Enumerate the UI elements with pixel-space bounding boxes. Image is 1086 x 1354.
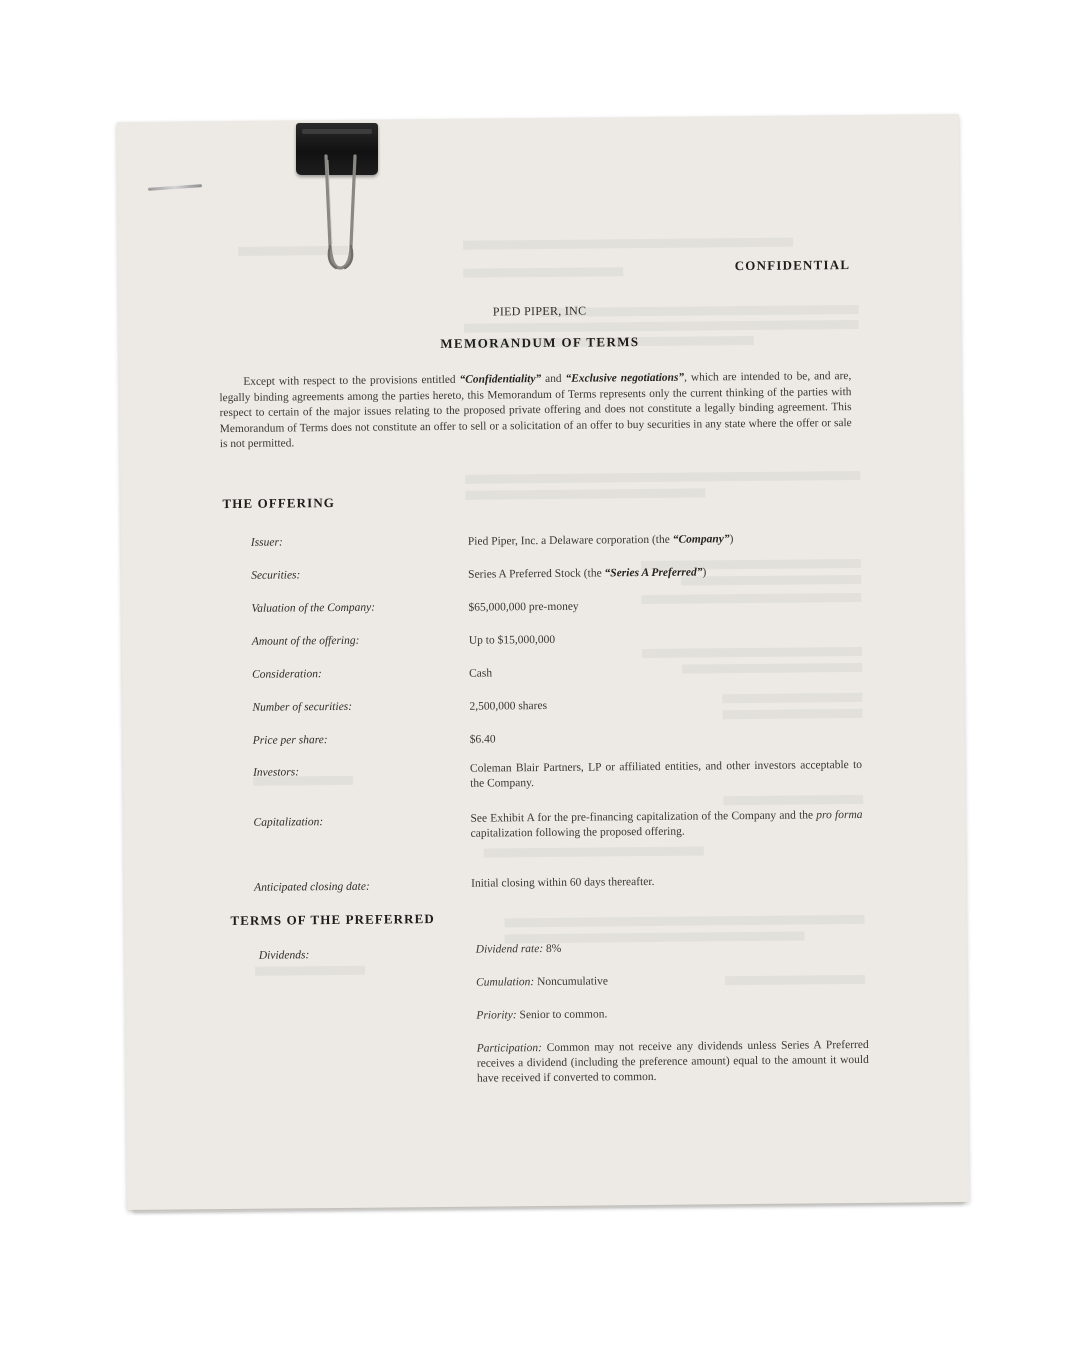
row-label-issuer: Issuer: bbox=[250, 536, 283, 549]
row-value-investors: Coleman Blair Partners, LP or affiliated entities, and other investors acceptable to the Company. bbox=[469, 758, 863, 790]
row-label-dividends: Dividends: bbox=[258, 949, 310, 962]
dividend-rate bbox=[476, 939, 868, 958]
dividend-priority bbox=[476, 1005, 868, 1024]
value-text: ) bbox=[729, 533, 734, 546]
row-label-securities: Securities: bbox=[251, 569, 301, 582]
value-text: ) bbox=[702, 566, 707, 579]
dividend-participation bbox=[477, 1038, 869, 1087]
company-name: PIED PIPER, INC bbox=[492, 303, 587, 319]
row-label-amount: Amount of the offering: bbox=[251, 634, 360, 648]
dividend-term-text: Senior to common. bbox=[516, 1008, 608, 1022]
row-value-closing-date: Initial closing within 60 days thereafter. bbox=[471, 875, 655, 890]
row-value-amount: Up to $15,000,000 bbox=[468, 633, 556, 647]
value-defined-term: “Series A Preferred” bbox=[604, 566, 703, 580]
dividend-term-text: 8% bbox=[543, 942, 562, 956]
value-text: See Exhibit A for the pre-financing capitalization of the Company and the bbox=[470, 809, 817, 825]
page-title: MEMORANDUM OF TERMS bbox=[440, 334, 640, 351]
value-defined-term: “Company” bbox=[672, 533, 730, 546]
value-text: Series A Preferred Stock (the bbox=[468, 567, 605, 581]
row-value-number-securities: 2,500,000 shares bbox=[469, 699, 548, 713]
intro-text: and bbox=[541, 372, 566, 386]
intro-confidentiality-term: “Confidentiality” bbox=[459, 373, 542, 386]
intro-text: , which are intended to be, and are, legally binding agreements among the parties hereto, this Memorandum of Terms represents only the current thinking of the parties with respect to certain of the major issues relating to the proposed private offering and does not constitute a legally binding agreement. This Memorandum of Terms does not constitute an offer to sell or a solicitation of an offer to buy securities in any state where the offer or sale is not permitted. bbox=[219, 370, 852, 451]
dividend-term-text: Common may not receive any dividends unless Series A Preferred receives a dividend (including the preference amount) equal to the amount it would have received if converted to common. bbox=[476, 1038, 869, 1085]
confidential-stamp: CONFIDENTIAL bbox=[734, 257, 851, 274]
dividend-term-label: Dividend rate: bbox=[475, 943, 544, 956]
intro-paragraph bbox=[219, 369, 852, 453]
row-label-valuation: Valuation of the Company: bbox=[251, 601, 376, 615]
value-text: Pied Piper, Inc. a Delaware corporation (the bbox=[467, 533, 673, 548]
value-text: capitalization following the proposed offering. bbox=[470, 825, 685, 840]
memorandum-page bbox=[117, 114, 969, 1210]
row-label-closing-date: Anticipated closing date: bbox=[254, 880, 370, 894]
row-value-price: $6.40 bbox=[469, 733, 496, 746]
row-label-capitalization: Capitalization: bbox=[253, 816, 324, 829]
binder-clip-handle-icon bbox=[310, 150, 370, 280]
row-value-securities bbox=[468, 564, 860, 583]
row-label-number-securities: Number of securities: bbox=[252, 700, 353, 714]
row-value-valuation: $65,000,000 pre-money bbox=[468, 600, 579, 614]
value-italic-term: pro forma bbox=[816, 808, 863, 822]
paper-sheet bbox=[117, 114, 969, 1210]
dividend-term-text: Noncumulative bbox=[534, 975, 609, 989]
dividend-cumulation bbox=[476, 972, 868, 991]
intro-text: Except with respect to the provisions entitled bbox=[243, 373, 460, 388]
intro-exclusive-term: “Exclusive negotiations” bbox=[565, 371, 685, 385]
row-label-consideration: Consideration: bbox=[252, 668, 322, 681]
section-heading-preferred: TERMS OF THE PREFERRED bbox=[230, 911, 435, 929]
row-label-price: Price per share: bbox=[252, 734, 328, 747]
dividend-term-label: Priority: bbox=[476, 1009, 517, 1022]
row-label-investors: Investors: bbox=[252, 766, 300, 779]
row-value-capitalization bbox=[470, 808, 862, 842]
row-value-consideration: Cash bbox=[469, 667, 493, 680]
section-heading-offering: THE OFFERING bbox=[222, 494, 336, 512]
dividend-term-label: Participation: bbox=[476, 1042, 542, 1055]
dividend-term-label: Cumulation: bbox=[476, 976, 535, 989]
row-value-issuer bbox=[468, 531, 860, 550]
